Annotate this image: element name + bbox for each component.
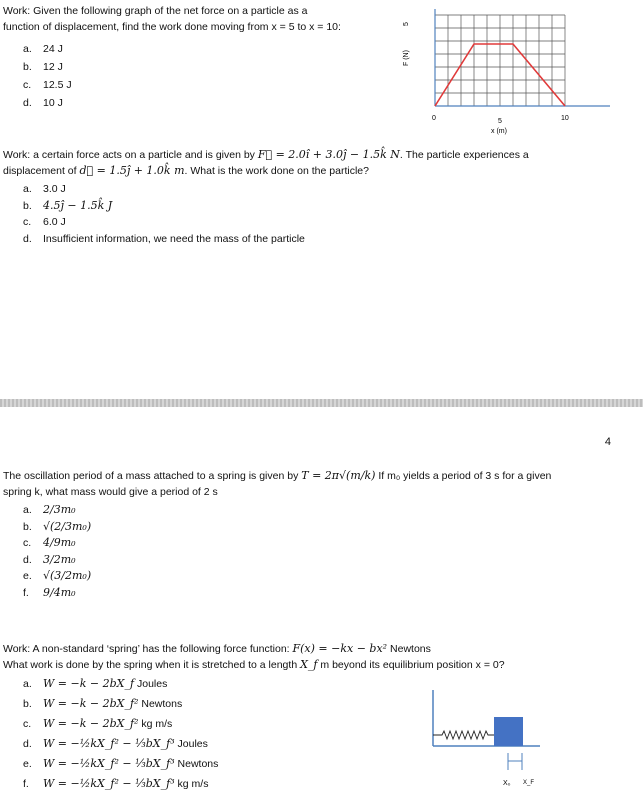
q3-text: The oscillation period of a mass attached to a spring is given by T = 2π√(m/k) If m₀ yields a period of 3 s for a given spring k, what mass would give a period of 2 s [3,469,552,498]
graph-y-label: F (N) [403,50,410,66]
q3-option-a: a. 2/3m₀ [23,503,76,516]
graph-x-tick-10: 10 [561,115,569,122]
period-eq: T = 2π√(m/k) [301,469,376,482]
q2-option-c: c. 6.0 J [23,216,66,228]
q4-option-a: a. W = −k − 2bX_f Joules [23,677,168,690]
graph-grid [435,15,565,106]
graph-x-tick-0: 0 [432,115,436,122]
q4-option-e: e. W = −½kX_f² − ⅓bX_f³ Newtons [23,757,219,770]
q1-option-a: a. 24 J [23,43,63,55]
displacement-vector-eq: d⃗ = 1.5ĵ + 1.0k̂ m [79,164,185,177]
q3-option-b: b. √(2/3m₀) [23,519,92,533]
q2-text: Work: a certain force acts on a particle and is given by F⃗ = 2.0î + 3.0ĵ − 1.5k̂ N. The particle experiences a displacement of d⃗ = 1.5ĵ + 1.0k̂ m. What is the work done on the particle? [3,148,529,177]
xf-symbol: X_f [300,658,318,671]
force-displacement-graph [395,0,620,140]
page-break-separator [0,399,643,407]
spring-icon [433,731,494,739]
mass-block [494,717,523,746]
q4-option-f: f. W = −½kX_f² − ⅓bX_f³ kg m/s [23,777,209,790]
q4-text: Work: A non-standard ‘spring’ has the following force function: F(x) = −kx − bx² Newtons What work is done by the spring when it is stretched to a length X_f m beyond its equilibrium position x = 0? [3,642,505,671]
x0-label: X₀ [503,780,511,787]
q4-option-b: b. W = −k − 2bX_f² Newtons [23,697,183,710]
page-number: 4 [604,436,611,448]
q4-option-c: c. W = −k − 2bX_f² kg m/s [23,717,173,730]
xf-label: X_F [523,780,535,786]
q2-option-b: b. 4.5ĵ − 1.5k̂ J [23,198,113,212]
q3-option-c: c. 4/9m₀ [23,536,76,549]
graph-y-tick: 5 [403,22,410,26]
spring-mass-diagram [430,690,550,790]
q3-option-e: e. √(3/2m₀) [23,569,92,582]
force-vector-eq: F⃗ = 2.0î + 3.0ĵ − 1.5k̂ N [257,148,400,161]
q1-option-d: d. 10 J [23,97,63,109]
graph-x-tick-5: 5 [498,118,502,125]
q1-text: Work: Given the following graph of the net force on a particle as a function of displacement, find the work done moving from x = 5 to x = 10: [3,5,341,33]
q2-option-a: a. 3.0 J [23,183,66,195]
q4-option-d: d. W = −½kX_f² − ⅓bX_f³ Joules [23,737,208,750]
q2-option-d: d. Insufficient information, we need the mass of the particle [23,232,305,245]
spring-force-eq: F(x) = −kx − bx² [292,642,388,655]
q3-option-f: f. 9/4m₀ [23,585,76,599]
q3-option-d: d. 3/2m₀ [23,552,76,566]
graph-x-label: x (m) [491,128,507,135]
q1-option-b: b. 12 J [23,61,63,73]
q1-option-c: c. 12.5 J [23,79,72,91]
